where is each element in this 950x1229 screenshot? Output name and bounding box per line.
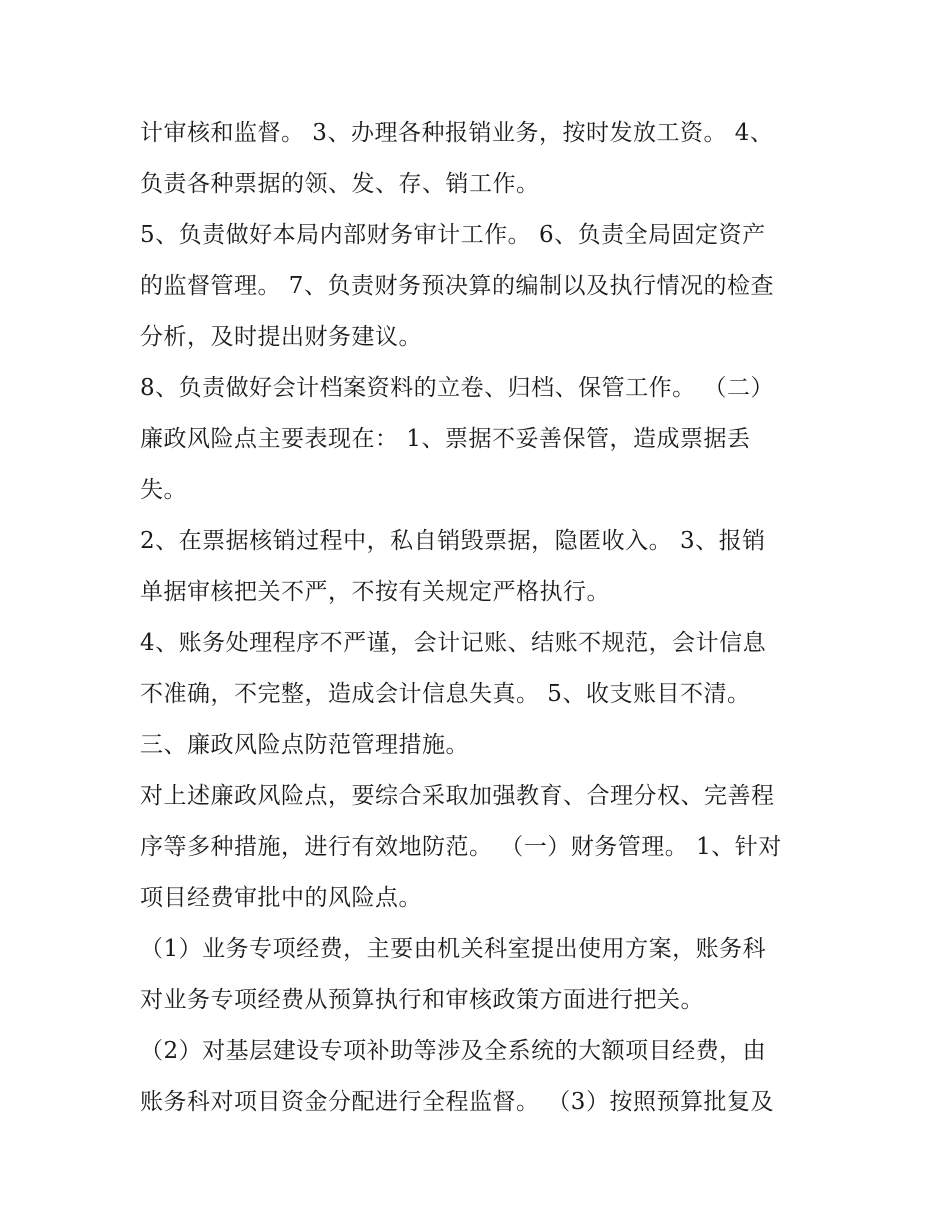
text-line: 对上述廉政风险点，要综合采取加强教育、合理分权、完善程 xyxy=(140,783,775,809)
text-line: 对业务专项经费从预算执行和审核政策方面进行把关。 xyxy=(140,987,704,1013)
text-line: 廉政风险点主要表现在： 1、票据不妥善保管，造成票据丢 xyxy=(140,426,751,452)
text-line: 失。 xyxy=(140,477,187,503)
text-line: 负责各种票据的领、发、存、销工作。 xyxy=(140,171,540,197)
text-line: 分析，及时提出财务建议。 xyxy=(140,324,422,350)
text-line: 的监督管理。 7、负责财务预决算的编制以及执行情况的检查 xyxy=(140,273,774,299)
text-line: 计审核和监督。 3、办理各种报销业务，按时发放工资。 4、 xyxy=(140,120,774,146)
text-line: 项目经费审批中的风险点。 xyxy=(140,885,422,911)
text-line: 8、负责做好会计档案资料的立卷、归档、保管工作。 （二） xyxy=(140,375,774,401)
text-line: 单据审核把关不严，不按有关规定严格执行。 xyxy=(140,579,610,605)
body-text xyxy=(140,108,840,1128)
text-line: 2、在票据核销过程中，私自销毁票据，隐匿收入。 3、报销 xyxy=(140,528,766,554)
section-heading: 三、廉政风险点防范管理措施。 xyxy=(140,732,469,758)
text-line: 4、账务处理程序不严谨，会计记账、结账不规范，会计信息 xyxy=(140,630,767,656)
text-line: 序等多种措施，进行有效地防范。 （一）财务管理。 1、针对 xyxy=(140,834,782,860)
text-line: 5、负责做好本局内部财务审计工作。 6、负责全局固定资产 xyxy=(140,222,766,248)
text-line: （1）业务专项经费，主要由机关科室提出使用方案，账务科 xyxy=(140,936,767,962)
text-line: 账务科对项目资金分配进行全程监督。 （3）按照预算批复及 xyxy=(140,1089,774,1115)
text-line: 不准确，不完整，造成会计信息失真。 5、收支账目不清。 xyxy=(140,681,751,707)
text-line: （2）对基层建设专项补助等涉及全系统的大额项目经费，由 xyxy=(140,1038,767,1064)
